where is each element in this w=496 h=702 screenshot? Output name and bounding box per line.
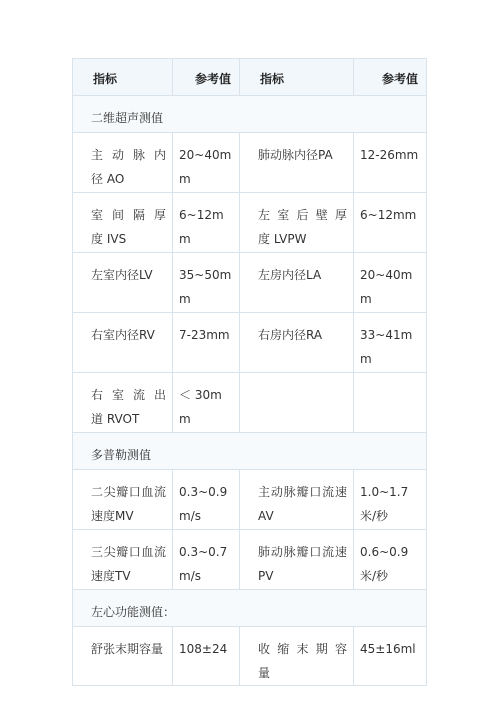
section-row	[73, 433, 427, 470]
table-row	[73, 470, 427, 530]
indicator-cell	[240, 373, 354, 433]
section-row	[73, 590, 427, 627]
table-row	[73, 193, 427, 253]
indicator-cell: 右房内径RA	[240, 313, 354, 373]
reference-value-cell: 12-26mm	[354, 133, 427, 193]
indicator-cell: 右 室 流 出 道 RVOT	[73, 373, 173, 433]
table-row	[73, 253, 427, 313]
header-reference-1: 参考值	[173, 59, 240, 96]
indicator-cell: 三尖瓣口血流速度TV	[73, 530, 173, 590]
indicator-cell: 室 间 隔 厚 度 IVS	[73, 193, 173, 253]
reference-value-cell: 6~12mm	[173, 193, 240, 253]
reference-value-cell: 20~40mm	[354, 253, 427, 313]
reference-value-cell: 20~40mm	[173, 133, 240, 193]
indicator-cell: 左室内径LV	[73, 253, 173, 313]
section-title: 左心功能测值：	[73, 590, 427, 627]
table-header-row	[73, 59, 427, 96]
indicator-cell: 主 动 脉 内 径 AO	[73, 133, 173, 193]
header-reference-2: 参考值	[354, 59, 427, 96]
table-row	[73, 373, 427, 433]
reference-value-cell: 0.3~0.7m/s	[173, 530, 240, 590]
reference-value-cell: 33~41mm	[354, 313, 427, 373]
indicator-cell: 肺动脉内径PA	[240, 133, 354, 193]
reference-values-table	[72, 58, 427, 686]
reference-value-cell: 1.0~1.7米/秒	[354, 470, 427, 530]
table-row	[73, 133, 427, 193]
table-row	[73, 627, 427, 686]
header-indicator-2: 指标	[240, 59, 354, 96]
section-title: 二维超声测值	[73, 96, 427, 133]
table-row	[73, 530, 427, 590]
reference-value-cell: 0.3~0.9m/s	[173, 470, 240, 530]
indicator-cell: 右室内径RV	[73, 313, 173, 373]
table-row	[73, 313, 427, 373]
section-row	[73, 96, 427, 133]
reference-value-cell: 7-23mm	[173, 313, 240, 373]
indicator-cell: 舒张末期容量	[73, 627, 173, 686]
indicator-cell: 左 室 后 壁 厚 度 LVPW	[240, 193, 354, 253]
header-indicator-1: 指标	[73, 59, 173, 96]
indicator-cell: 主动脉瓣口流速AV	[240, 470, 354, 530]
reference-value-cell: ＜ 30mm	[173, 373, 240, 433]
indicator-cell: 二尖瓣口血流速度MV	[73, 470, 173, 530]
table-body	[73, 59, 427, 686]
indicator-cell: 肺动脉瓣口流速PV	[240, 530, 354, 590]
indicator-cell: 收 缩 末 期 容 量	[240, 627, 354, 686]
indicator-cell: 左房内径LA	[240, 253, 354, 313]
reference-value-cell: 35~50mm	[173, 253, 240, 313]
reference-value-cell: 0.6~0.9米/秒	[354, 530, 427, 590]
reference-value-cell	[354, 373, 427, 433]
reference-value-cell: 45±16ml	[354, 627, 427, 686]
reference-value-cell: 6~12mm	[354, 193, 427, 253]
section-title: 多普勒测值	[73, 433, 427, 470]
reference-value-cell: 108±24	[173, 627, 240, 686]
